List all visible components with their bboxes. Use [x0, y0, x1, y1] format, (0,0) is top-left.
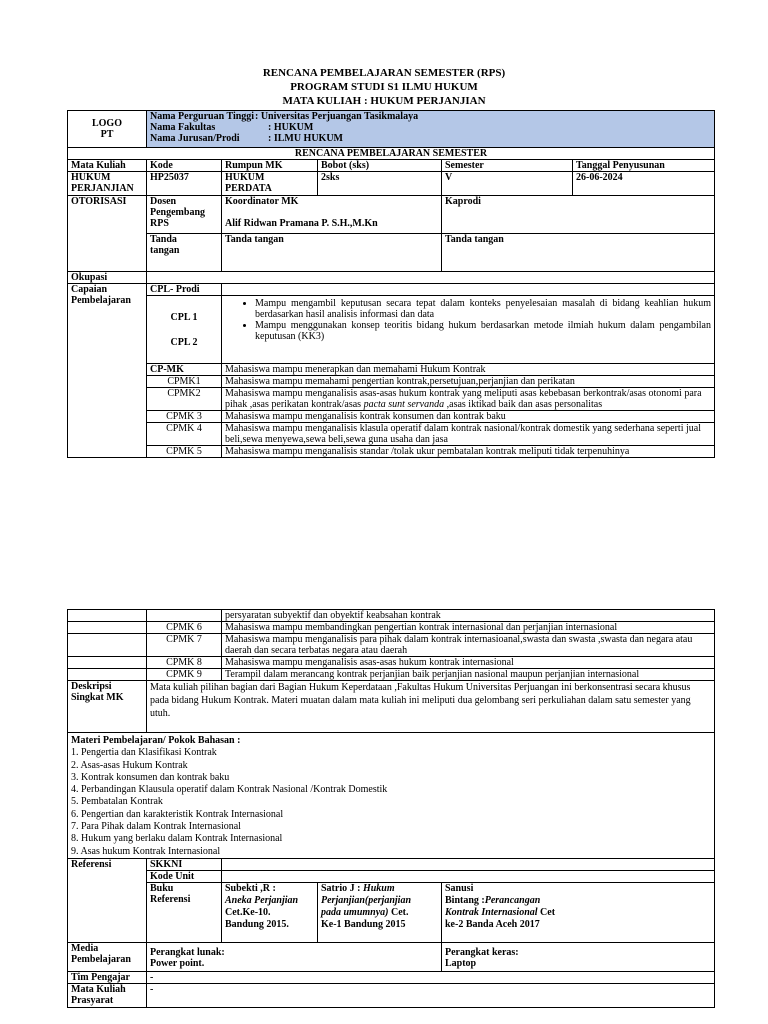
prasyarat-value: -	[147, 984, 715, 1008]
col-rumpun: Rumpun MK	[222, 160, 318, 172]
rps-section-title: RENCANA PEMBELAJARAN SEMESTER	[68, 148, 715, 160]
cpl1-text: • Mampu mengambil keputusan secara tepat dalam konteks penyelesaian masalah di bidang keahlian hukum berdasarkan hasil analisis informasi dan data	[255, 298, 711, 320]
materi-item: 9. Asas hukum Kontrak Internasional	[71, 845, 221, 857]
course-date: 26-06-2024	[573, 172, 715, 196]
cpmk2-label: CPMK2	[147, 388, 222, 411]
materi-item: 2. Asas-asas Hukum Kontrak	[71, 759, 188, 771]
skkni-label: SKKNI	[147, 859, 222, 871]
materi-item: 5. Pembatalan Kontrak	[71, 796, 163, 808]
course-code: HP25037	[147, 172, 222, 196]
cpmk5-text: Mahasiswa mampu menganalisis standar /tolak ukur pembatalan kontrak meliputi tidak terpenuhinya	[222, 446, 715, 458]
materi-item: 3. Kontrak konsumen dan kontrak baku	[71, 771, 230, 783]
otorisasi-label: OTORISASI	[68, 196, 147, 272]
signature-koordinator: Tanda tangan	[222, 234, 442, 272]
buku-referensi-label: Buku Referensi	[147, 883, 222, 943]
reference-1: Subekti ,R : Aneka Perjanjian Cet.Ke-10. Bandung 2015.	[222, 883, 318, 943]
document-title: RENCANA PEMBELAJARAN SEMESTER (RPS)	[262, 67, 506, 79]
cpmk8-label: CPMK 8	[147, 657, 222, 669]
materi-item: 7. Para Pihak dalam Kontrak Internasional	[71, 821, 241, 833]
materi-pembelajaran	[68, 733, 715, 859]
course-title: MATA KULIAH : HUKUM PERJANJIAN	[282, 95, 486, 107]
tim-pengajar-label: Tim Pengajar	[68, 972, 147, 984]
cpmk9-label: CPMK 9	[147, 669, 222, 681]
course-name: HUKUM PERJANJIAN	[68, 172, 147, 196]
cpmk6-text: Mahasiswa mampu membandingkan pengertian kontrak internasional dan perjanjian internasional	[222, 622, 715, 634]
cpmk3-label: CPMK 3	[147, 411, 222, 423]
kaprodi-label: Kaprodi	[442, 196, 715, 234]
rps-table-page2	[67, 609, 715, 1008]
kode-unit-label: Kode Unit	[147, 871, 222, 883]
cpmk6-label: CPMK 6	[147, 622, 222, 634]
cpmk1-label: CPMK1	[147, 376, 222, 388]
cpmk-text: Mahasiswa mampu menerapkan dan memahami Hukum Kontrak	[222, 364, 715, 376]
tim-pengajar-value: -	[147, 972, 715, 984]
cpl-labels: CPL 1 CPL 2	[147, 296, 222, 364]
cpmk-label: CP-MK	[147, 364, 222, 376]
cpl2-text: • Mampu menggunakan konsep teoritis bidang hukum berdasarkan metode ilmiah hukum dalam pengambilan keputusan (KK3)	[255, 320, 711, 342]
cpmk8-text: Mahasiswa mampu menganalisis asas-asas hukum kontrak internasional	[222, 657, 715, 669]
cpmk2-text: Mahasiswa mampu menganalisis asas-asas hukum kontrak yang meliputi asas kebebasan berkontrak/asas otonomi para pihak ,asas perikatan kontrak/asas pacta sunt servanda ,asas iktikad baik dan asas personalitas	[222, 388, 715, 411]
referensi-label: Referensi	[68, 859, 147, 943]
program-title: PROGRAM STUDI S1 ILMU HUKUM	[290, 81, 478, 93]
capaian-label: Capaian Pembelajaran	[68, 284, 147, 458]
reference-2: Satrio J : Hukum Perjanjian(perjanjian pada umumnya) Cet. Ke-1 Bandung 2015	[318, 883, 442, 943]
deskripsi-label: Deskripsi Singkat MK	[68, 681, 147, 733]
okupasi-value	[147, 272, 715, 284]
deskripsi-text: Mata kuliah pilihan bagian dari Bagian Hukum Keperdataan ,Fakultas Hukum Universitas Perjuangan ini berkonsentrasi secara khusus pada bidang Hukum Kontrak. Materi muatan dalam mata kuliah ini meliputi dua gelombang seri perkuliahan dalam satu semester yang utuh.	[147, 681, 715, 733]
signature-kaprodi: Tanda tangan	[442, 234, 715, 272]
cpl-list	[222, 296, 715, 364]
cpmk7-text: Mahasiswa mampu menganalisis para pihak dalam kontrak internasioanal,swasta dan swasta ,swasta dan negara atau daerah dan secara terbatas negara atau daerah	[222, 634, 715, 657]
institution-info: Nama Perguruan Tinggi: Universitas Perjuangan Tasikmalaya Nama Fakultas : HUKUM Nama Jurusan/Prodi : ILMU HUKUM	[147, 111, 715, 148]
col-mata-kuliah: Mata Kuliah	[68, 160, 147, 172]
course-semester: V	[442, 172, 573, 196]
okupasi-label: Okupasi	[68, 272, 147, 284]
course-rumpun: HUKUM PERDATA	[222, 172, 318, 196]
signature-dosen: Tanda tangan	[147, 234, 222, 272]
cpmk4-label: CPMK 4	[147, 423, 222, 446]
cpmk5-text-cont: persyaratan subyektif dan obyektif keabsahan kontrak	[222, 610, 715, 622]
materi-item: 6. Pengertian dan karakteristik Kontrak Internasional	[71, 808, 284, 820]
cpmk1-text: Mahasiswa mampu memahami pengertian kontrak,persetujuan,perjanjian dan perikatan	[222, 376, 715, 388]
perangkat-keras: Perangkat keras: Laptop	[442, 943, 715, 972]
col-semester: Semester	[442, 160, 573, 172]
cpmk5-label: CPMK 5	[147, 446, 222, 458]
col-kode: Kode	[147, 160, 222, 172]
cpl-prodi-label: CPL- Prodi	[147, 284, 222, 296]
materi-item: 4. Perbandingan Klausula operatif dalam Kontrak Nasional /Kontrak Domestik	[71, 784, 388, 796]
logo-placeholder: LOGO PT	[68, 111, 147, 148]
prasyarat-label: Mata Kuliah Prasyarat	[68, 984, 147, 1008]
koordinator-mk: Koordinator MK Alif Ridwan Pramana P. S.H.,M.Kn	[222, 196, 442, 234]
cpmk7-label: CPMK 7	[147, 634, 222, 657]
col-tanggal: Tanggal Penyusunan	[573, 160, 715, 172]
cpmk3-text: Mahasiswa mampu menganalisis kontrak konsumen dan kontrak baku	[222, 411, 715, 423]
reference-3: Sanusi Bintang :Perancangan Kontrak Internasional Cet ke-2 Banda Aceh 2017	[442, 883, 715, 943]
materi-title: Materi Pembelajaran/ Pokok Bahasan :	[71, 735, 241, 746]
col-bobot: Bobot (sks)	[318, 160, 442, 172]
cpmk4-text: Mahasiswa mampu menganalisis klasula operatif dalam kontrak nasional/kontrak domestik yang sederhana seperti jual beli,sewa menyewa,sewa beli,sewa guna usaha dan jasa	[222, 423, 715, 446]
cpmk9-text: Terampil dalam merancang kontrak perjanjian baik perjanjian nasional maupun perjanjian internasional	[222, 669, 715, 681]
materi-item: 8. Hukum yang berlaku dalam Kontrak Internasional	[71, 833, 283, 845]
rps-table-page1	[67, 110, 715, 458]
perangkat-lunak: Perangkat lunak: Power point.	[147, 943, 442, 972]
course-bobot: 2sks	[318, 172, 442, 196]
materi-item: 1. Pengertia dan Klasifikasi Kontrak	[71, 747, 217, 759]
dosen-pengembang-label: Dosen Pengembang RPS	[147, 196, 222, 234]
media-label: Media Pembelajaran	[68, 943, 147, 972]
